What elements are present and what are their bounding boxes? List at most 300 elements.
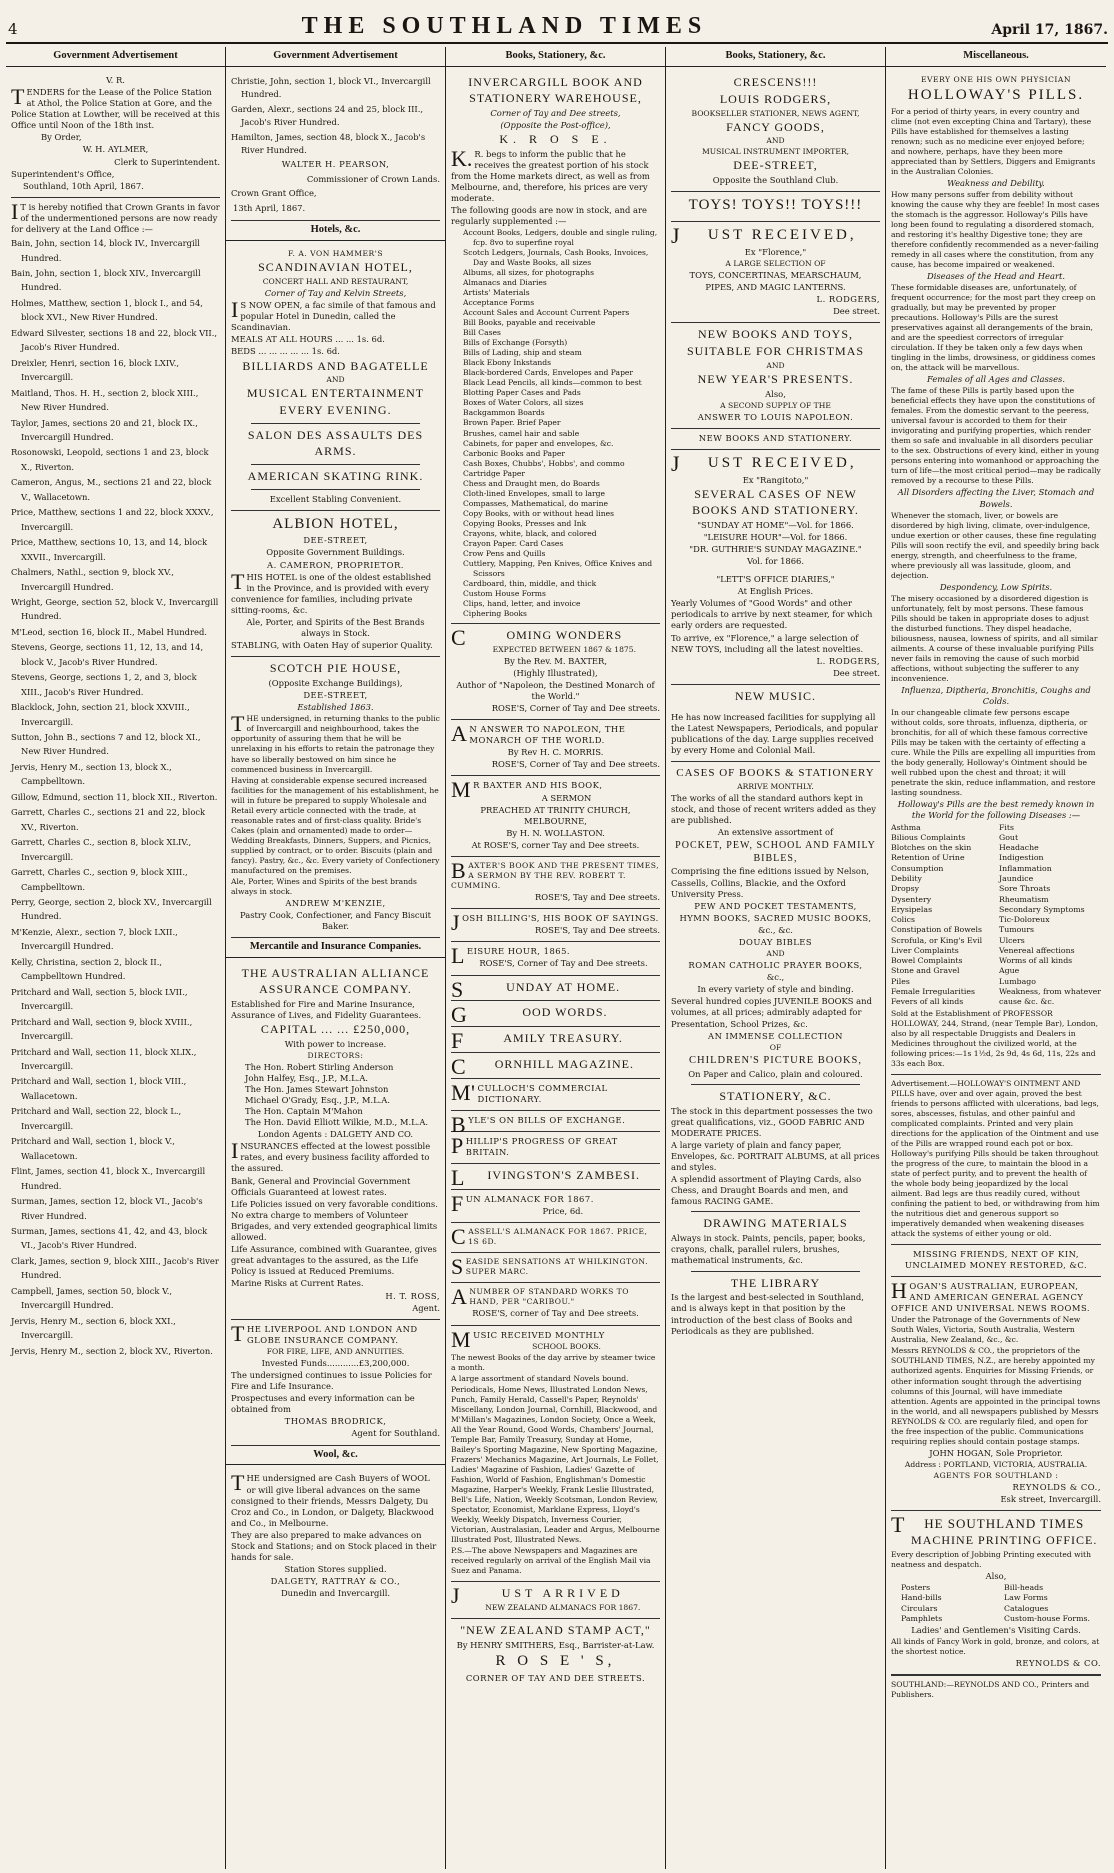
signer-role: Pastry Cook, Confectioner, and Fancy Biscuit Baker. — [239, 909, 432, 931]
baxters-present-times-ad — [451, 857, 660, 909]
book-listing — [451, 1253, 660, 1283]
directors-list — [231, 1062, 440, 1129]
seller: ROSE'S, Tay and Dee streets. — [534, 892, 660, 903]
ad-title: NEW BOOKS AND TOYS, — [697, 327, 854, 342]
column-heading: Government Advertisement — [226, 47, 445, 67]
shop-owner: K. R O S E. — [499, 131, 612, 146]
book-listing — [451, 1164, 660, 1190]
list-item: Almanacs and Diaries — [463, 278, 547, 288]
grants-list — [11, 236, 220, 1358]
list-item: Hamilton, James, section 48, block X., Jacob's River Hundred. — [231, 131, 426, 156]
holloway-ointment-ad — [891, 1075, 1101, 1245]
list-item: Surman, James, sections 41, 42, and 43, block VI., Jacob's River Hundred. — [11, 1225, 208, 1251]
cases: SEVERAL CASES OF NEW BOOKS AND STATIONERY. — [692, 487, 859, 517]
office-date: 13th April, 1867. — [233, 202, 306, 213]
toys-ad — [671, 192, 880, 222]
seller: ROSE'S, Corner of Tay and Dee streets. — [479, 958, 648, 969]
printing-items-right — [1004, 1583, 1101, 1624]
subhead: Females of all Ages and Classes. — [927, 374, 1065, 385]
column-heading: Government Advertisement — [6, 47, 225, 67]
crown-grants-ad — [11, 198, 220, 1363]
notice-text: IT is hereby notified that Crown Grants in favor of the undermentioned persons are now ready for delivery at the Land Office :— — [11, 198, 220, 234]
extensive: An extensive assortment of — [717, 826, 834, 837]
and-text: AND — [766, 361, 785, 371]
answer-napoleon: ANSWER TO LOUIS NAPOLEON. — [697, 412, 854, 422]
list-item: Taylor, James, sections 20 and 21, block IX., Invercargill Hundred. — [11, 417, 198, 442]
seller: ROSE'S, Corner of Tay and Dee streets. — [491, 703, 660, 714]
list-item: Pritchard and Wall, section 9, block XVIII., Invercargill. — [11, 1016, 193, 1042]
list-item: Piles — [891, 976, 910, 986]
subhead: Influenza, Diptheria, Bronchitis, Coughs and Colds. — [901, 685, 1091, 707]
list-item: Dropsy — [891, 884, 920, 894]
list-item: Scotch Ledgers, Journals, Cash Books, Invoices, Day and Waste Books, all sizes — [463, 248, 649, 268]
signer: THOMAS BRODRICK, — [284, 1416, 387, 1427]
text: The newest Books of the day arrive by steamer twice a month. — [451, 1352, 656, 1372]
list-item: Pritchard and Wall, section 11, block XLIX., Invercargill. — [11, 1046, 197, 1071]
just-arrived-ad — [451, 1582, 660, 1619]
stationery-text-2: A large variety of plain and fancy paper, Envelopes, &c. PORTRAIT ALBUMS, at all prices and styles. — [671, 1139, 880, 1173]
list-item: Custom House Forms — [463, 588, 546, 598]
library-text: Is the largest and best-selected in Southland, and is always kept in that position by the introduction of the best class of Books and Periodicals as they are published. — [671, 1292, 864, 1336]
issue-date: April 17, 1867. — [991, 22, 1108, 38]
postscript: P.S.—The above Newspapers and Magazines are received regularly on arrival of the English Mail via Suez and Panama. — [451, 1545, 651, 1575]
book-title: LIVINGSTON'S ZAMBESI. — [451, 1165, 641, 1191]
printing-items-left — [901, 1583, 998, 1624]
company-capital: CAPITAL ... ... £250,000, — [260, 1021, 411, 1036]
fancy-work: All kinds of Fancy Work in gold, bronze, and colors, at the shortest notice. — [891, 1637, 1100, 1657]
list-item: Gout — [999, 832, 1019, 842]
crescens: CRESCENS!!! — [733, 74, 818, 89]
text: In our changeable climate few persons escape without colds, sore throats, influenza, diptheria, or bronchitis, for all of which these famous corrective Pills may be taken with the certainty of effecting a cure. While the Pills are expelling all impurities from the body generally, Holloway's Ointment should be well rubbed upon the chest and throat; it will penetrate the skin, reduce inflammation, and restore lasting soundness. — [891, 708, 1096, 798]
visiting-cards: Ladies' and Gentlemen's Visiting Cards. — [911, 1625, 1081, 1636]
office-date: Southland, 10th April, 1867. — [23, 180, 144, 191]
billiards: BILLIARDS AND BAGATELLE — [242, 358, 429, 373]
address: Address : PORTLAND, VICTORIA, AUSTRALIA. — [904, 1459, 1088, 1469]
signer: DALGETY, RATTRAY & CO., — [270, 1576, 401, 1587]
list-item: Jervis, Henry M., section 6, block XXI., Invercargill. — [11, 1315, 176, 1341]
list-item: Jervis, Henry M., section 13, block X., Campbelltown. — [11, 761, 172, 787]
list-item: Bill-heads — [1004, 1583, 1044, 1593]
list-item: Dysentery — [891, 894, 932, 904]
book-sermon: A SERMON — [541, 792, 592, 803]
list-item: Erysipelas — [891, 904, 933, 914]
list-item: Crow Pens and Quills — [463, 548, 546, 558]
list-item: Bowel Complaints — [891, 956, 963, 966]
shop-opposite: (Opposite the Post-office), — [500, 119, 611, 130]
seller: ROSE'S, corner of Tay and Dee streets. — [472, 1308, 639, 1319]
list-item: Bilious Complaints — [891, 832, 966, 842]
list-item: Circulars — [901, 1603, 938, 1613]
stationery-text-3: A splendid assortment of Playing Cards, also Chess, and Draught Boards and men, and famous RACING GAME. — [671, 1174, 862, 1207]
list-item: Worms of all kinds — [999, 956, 1073, 966]
book-author: By HENRY SMITHERS, Esq., Barrister-at-Law. — [456, 1639, 655, 1650]
arrive-monthly: ARRIVE MONTHLY. — [737, 781, 814, 791]
company-established: Established for Fire and Marine Insurance, Assurance of Lives, and Fidelity Guarantees. — [231, 998, 422, 1020]
albion-hotel-ad — [231, 511, 440, 658]
book-title: CASSELL'S ALMANACK FOR 1867. PRICE, 1S 6D. — [451, 1224, 648, 1250]
company-text-3: Life Policies issued on very favorable conditions. No extra charge to members of Volunteer Brigades, and very extended geographical limits allowed. — [231, 1198, 438, 1243]
office: Crown Grant Office, — [231, 188, 317, 199]
signer: L. RODGERS, — [816, 294, 880, 305]
bibles: POCKET, PEW, SCHOOL AND FAMILY BIBLES, — [675, 840, 876, 865]
list-item: The Hon. Captain M'Mahon — [245, 1106, 363, 1117]
rose-warehouse-ad — [451, 71, 660, 624]
text: Every description of Jobbing Printing executed with neatness and despatch. — [891, 1549, 1091, 1569]
list-item: Headache — [999, 843, 1039, 853]
book-title: PHILLIP'S PROGRESS OF GREAT BRITAIN. — [451, 1133, 618, 1159]
company-funds: Invested Funds............£3,200,000. — [261, 1357, 410, 1368]
subhead: Weakness and Debility. — [947, 177, 1045, 188]
second-supply: A SECOND SUPPLY OF THE — [720, 400, 831, 410]
crown-mark: V. R. — [106, 74, 125, 85]
signer: WALTER H. PEARSON, — [281, 159, 390, 170]
book-listing — [451, 1001, 660, 1027]
leisure-hour-ad — [451, 942, 660, 975]
physician: EVERY ONE HIS OWN PHYSICIAN — [920, 74, 1072, 84]
shop-following: The following goods are now in stock, and are regularly supplemented :— — [451, 205, 647, 227]
seller-address: CORNER OF TAY AND DEE STREETS. — [465, 1672, 646, 1683]
list-item: Asthma — [891, 822, 921, 832]
column-3 — [446, 47, 666, 1869]
list-item: Tumours — [999, 925, 1035, 935]
book-listing — [451, 976, 660, 1002]
new-books-stationery-ad — [671, 429, 880, 450]
signer: W. H. AYLMER, — [82, 144, 149, 155]
signer-role: Clerk to Superintendent. — [114, 156, 220, 167]
list-item: Acceptance Forms — [463, 298, 535, 308]
list-item: Flint, James, section 41, block X., Invercargill Hundred. — [11, 1166, 206, 1191]
every-evening: EVERY EVENING. — [279, 403, 392, 418]
ad-title: CASES OF BOOKS & STATIONERY — [676, 767, 875, 780]
list-item: Garden, Alexr., sections 24 and 25, block III., Jacob's River Hundred. — [231, 103, 424, 128]
book-title: FAMILY TREASURY. — [451, 1028, 623, 1054]
column-heading: Books, Stationery, &c. — [666, 47, 885, 67]
list-item: Cabinets, for paper and envelopes, &c. — [463, 438, 614, 448]
shop-opposite: Opposite the Southland Club. — [712, 175, 839, 186]
shop-owner: LOUIS RODGERS, — [719, 91, 832, 106]
book-listing — [451, 1132, 660, 1164]
list-item: Account Books, Ledgers, double and single ruling, fcp. 8vo to superfine royal — [463, 228, 658, 248]
book-listing — [451, 1223, 660, 1253]
list-item: Sutton, John B., sections 7 and 12, block XI., New River Hundred. — [11, 732, 201, 757]
shop-corner: Corner of Tay and Dee streets, — [490, 107, 621, 118]
book-title: AN ANSWER TO NAPOLEON, THE MONARCH OF THE WORLD. — [451, 721, 626, 747]
list-item: Posters — [901, 1583, 931, 1593]
also: Also, — [765, 388, 786, 399]
list-item: Tic-Doloreux — [999, 915, 1050, 925]
newspaper-title: THE SOUTHLAND TIMES — [301, 13, 708, 39]
musical-importer: MUSICAL INSTRUMENT IMPORTER, — [701, 147, 850, 157]
book-title: FUN ALMANACK FOR 1867. — [451, 1191, 594, 1217]
toys-banner: TOYS! TOYS!! TOYS!!! — [688, 197, 863, 214]
music-monthly-ad — [451, 1326, 660, 1582]
etc-2: &c., — [766, 972, 785, 983]
shop-ale: Ale, Porter, Wines and Spirits of the best brands always in stock. — [231, 876, 417, 896]
printing-office-ad — [891, 1511, 1101, 1675]
book-author: By Rev H. C. MORRIS. — [507, 747, 604, 758]
list-item: Liver Complaints — [891, 945, 959, 955]
stamp-act-ad — [451, 1619, 660, 1689]
hotel-subtitle: CONCERT HALL AND RESTAURANT, — [262, 276, 409, 286]
list-item: Gillow, Edmund, section 11, block XII., Riverton. — [11, 791, 218, 802]
hotel-street: DEE-STREET, — [303, 535, 368, 546]
signer-role: Dunedin and Invercargill. — [280, 1588, 391, 1599]
company-text: The undersigned continues to issue Policies for Fire and Life Insurance. — [231, 1370, 432, 1392]
columns — [6, 47, 1108, 1869]
list-item: Consumption — [891, 863, 944, 873]
paper-calico: On Paper and Calico, plain and coloured. — [688, 1068, 863, 1079]
list-item: Cash Boxes, Chubbs', Hobbs', and commo — [463, 458, 625, 468]
shop-name: INVERCARGILL BOOK AND STATIONERY WAREHOUSE, — [468, 74, 643, 105]
list-item: Jaundice — [999, 873, 1034, 883]
list-item: Crayons, white, black, and colored — [463, 528, 597, 538]
list-item: Scrofula, or King's Evil — [891, 935, 983, 945]
list-item: Rheumatism — [999, 894, 1049, 904]
list-item: Ague — [999, 966, 1020, 976]
list-item: Bills of Exchange (Forsyth) — [463, 338, 568, 348]
column-4 — [666, 47, 886, 1869]
list-item: Michael O'Grady, Esq., J.P., M.L.A. — [245, 1094, 391, 1105]
signer-role: Agent for Southland. — [351, 1428, 440, 1439]
new-books-toys-ad — [671, 323, 880, 429]
subhead: Holloway's Pills are the best remedy known in the World for the following Diseases :— — [897, 799, 1095, 821]
seller: ROSE'S, Corner of Tay and Dee streets. — [491, 759, 660, 770]
of-text: OF — [769, 1042, 782, 1052]
hymn-books: HYMN BOOKS, SACRED MUSIC BOOKS, — [679, 912, 872, 923]
book-title: LEISURE HOUR, 1865. — [451, 943, 571, 969]
list-item: Bain, John, section 1, block XIV., Invercargill Hundred. — [11, 267, 201, 293]
list-item: The Hon. James Stewart Johnston — [245, 1083, 389, 1094]
list-item: Bills of Lading, ship and steam — [463, 348, 582, 358]
list-item: Copy Books, with or without head lines — [463, 508, 615, 518]
subhead: Diseases of the Head and Heart. — [926, 271, 1065, 281]
book-subtitle: EXPECTED BETWEEN 1867 & 1875. — [492, 644, 636, 654]
hotel-name: SCANDINAVIAN HOTEL, — [258, 260, 413, 275]
scotch-pie-house-ad — [231, 657, 440, 938]
list-item: Inflammation — [999, 863, 1052, 873]
text: Yearly Volumes of "Good Words" and other periodicals to arrive by next steamer, for which early orders are requested. — [671, 598, 873, 631]
list-item: M'Leod, section 16, block II., Mabel Hundred. — [11, 626, 207, 637]
list-item: "DR. GUTHRIE'S SUNDAY MAGAZINE." — [689, 543, 862, 554]
list-item: Crayon Paper. Card Cases — [463, 538, 564, 548]
signer-street: Dee street. — [833, 667, 880, 678]
list-item: Garrett, Charles C., section 8, block XLIV., Invercargill. — [11, 837, 192, 862]
list-item: Bill Books, payable and receivable — [463, 318, 596, 328]
meals-price: MEALS AT ALL HOURS ... ... 1s. 6d. — [231, 334, 385, 345]
text: Advertisement.—HOLLOWAY'S OINTMENT AND PILLS have, over and over again, proved the best friends to persons afflicted with ulcerations, bad legs, sores, abscesses, fistulas, and other painful and complicated complaints. Printed and very plain directions for the application of the Ointment and use of the Pills are wrapped round each pot or box. Holloway's purifying Pills should be taken throughout the progress of the cure, to maintain the blood in a state of perfect purity, and to prevent the health of the whole body being jeopardized by the local ailment. Bad legs are thus readily cured, without confining the patient to bed, or withdrawing from him the nutritious diet and generous support so imperatively demanded when weakening diseases attack the systems of either young or old. — [891, 1078, 1100, 1238]
book-title: "NEW ZEALAND STAMP ACT," — [460, 1622, 651, 1637]
signer-role: Agent. — [412, 1302, 440, 1313]
list-item: Cameron, Angus, M., sections 21 and 22, block V., Wallacetown. — [11, 477, 212, 502]
list-item: Wright, George, section 52, block V., Invercargill Hundred. — [11, 596, 219, 622]
list-item: Stevens, George, sections 11, 12, 13, and 14, block V., Jacob's River Hundred. — [11, 642, 204, 667]
list-item: Secondary Symptoms — [999, 904, 1085, 914]
text: Whenever the stomach, liver, or bowels are disordered by high living, climate, over-indulgence, undue exertion or other causes, these fine regulating Pills will soon rectify the evil, and speedily bring back energy, strength, and cheerfulness to the frame, where previously all was lassitude, gloom, and dejection. — [891, 510, 1100, 580]
list-item: Weakness, from whatever cause &c. &c. — [999, 987, 1101, 1007]
book-preached: PREACHED AT TRINITY CHURCH, MELBOURNE, — [480, 804, 631, 826]
coming-wonders-ad — [451, 624, 660, 720]
list-item: Price, Matthew, sections 10, 13, and 14, block XXVII., Invercargill. — [11, 537, 208, 562]
list-item: Cuttlery, Mapping, Pen Knives, Office Knives and Scissors — [463, 558, 653, 578]
hotel-ale: Ale, Porter, and Spirits of the Best Brands always in Stock. — [246, 617, 425, 639]
list-item: Christie, John, section 1, block VI., Invercargill Hundred. — [231, 75, 431, 100]
wool-text: THE undersigned are Cash Buyers of WOOL or will give liberal advances on the same consigned to their friends, Messrs Dalgety, Du Croz and Co., in London, or Dalgety, Blackwood and Co., in Melbourne. — [231, 1470, 435, 1528]
company-text-5: Marine Risks at Current Rates. — [231, 1278, 364, 1289]
book-listing — [451, 1027, 660, 1053]
text: These formidable diseases are, unfortunately, of frequent occurrence; for the most part they creep on gradually, but may be prevented by proper precautions. Holloway's Pills are the surest preservatives against all derangements of the brain, and are the speediest correctors of irregular circulation. If they be taken only a few days when tingling in the limbs, drowsiness, or giddiness comes on, the attack will be marvellous. — [891, 283, 1096, 373]
list-item: Artists' Materials — [463, 288, 530, 298]
book-title: SUNDAY AT HOME. — [451, 976, 621, 1002]
ad-subtitle: MACHINE PRINTING OFFICE. — [911, 1533, 1098, 1548]
column-2 — [226, 47, 446, 1869]
agents: London Agents : DALGETY AND CO. — [257, 1129, 414, 1140]
etc: &c., &c. — [758, 924, 793, 935]
list-item: Cartridge Paper — [463, 468, 525, 478]
list-item: Custom-house Forms. — [1004, 1613, 1090, 1623]
text-2: A large assortment of standard Novels bound. — [451, 1373, 629, 1383]
book-subtitle: NEW ZEALAND ALMANACS FOR 1867. — [485, 1602, 641, 1612]
ad-title: JUST RECEIVED, — [671, 223, 857, 249]
australian-alliance-ad — [231, 962, 440, 1320]
list-item: "LEISURE HOUR"—Vol. for 1866. — [703, 531, 848, 542]
book-price: Price, 6d. — [542, 1206, 584, 1217]
list-item: Ulcers — [999, 935, 1025, 945]
list-item: Ciphering Books — [463, 608, 527, 618]
list-item: Venereal affections — [999, 945, 1075, 955]
list-item: Dreixler, Henri, section 16, block LXIV., Invercargill. — [11, 357, 180, 383]
list-item: Fits — [999, 822, 1015, 832]
list-item: Account Sales and Account Current Papers — [463, 308, 630, 318]
list-item: Cardboard, thin, middle, and thick — [463, 578, 597, 588]
list-item: Boxes of Water Colors, all sizes — [463, 398, 584, 408]
list-item: Clark, James, section 9, block XIII., Jacob's River Hundred. — [11, 1255, 219, 1281]
ad-title: NEW BOOKS AND STATIONERY. — [698, 433, 853, 444]
column-heading: Miscellaneous. — [886, 47, 1106, 67]
shop-role: BOOKSELLER STATIONER, NEWS AGENT, — [691, 108, 860, 118]
list-item: Law Forms — [1004, 1593, 1048, 1603]
library-title: THE LIBRARY — [730, 1275, 821, 1290]
ad-title: JUST RECEIVED, — [671, 451, 857, 477]
proprietor: F. A. VON HAMMER'S — [287, 249, 384, 259]
cases-books-ad — [671, 762, 880, 1342]
list-item: Compasses, Mathematical, do marine — [463, 498, 608, 508]
list-item: M'Kenzie, Alexr., section 7, block LXII., Invercargill Hundred. — [11, 926, 178, 952]
drawing-text: Always in stock. Paints, pencils, paper, books, crayons, chalk, parallel rulers, brushes, mathematical instruments, &c. — [671, 1233, 866, 1266]
book-title: JUST ARRIVED — [451, 1583, 624, 1608]
book-listing — [451, 1079, 660, 1111]
list-item: Surman, James, section 12, block VI., Jacob's River Hundred. — [11, 1196, 203, 1221]
ship: Ex "Rangitoto," — [742, 474, 809, 485]
english-prices: At English Prices. — [737, 586, 814, 597]
list-item: The Hon. Robert Stirling Anderson — [245, 1061, 394, 1072]
text: For a period of thirty years, in every country and clime (not even excepting China and Tartary), these Pills have established for themselves a lasting renown; such as no medicine ever enjoyed before; and nowhere, perhaps, have they been more appreciated than by Settlers, Diggers and Emigrants in the Australian Colonies. — [891, 106, 1096, 176]
sold-at: Sold at the Establishment of PROFESSOR HOLLOWAY, 244, Strand, (near Temple Bar), London, also by all respectable Druggists and Dealers in Medicines throughout the civilized world, at the following prices:—1s 1½d, 2s 9d, 4s 6d, 11s, 22s and 33s each Box. — [891, 1008, 1098, 1068]
list-item: Blotting Paper Cases and Pads — [463, 388, 581, 398]
book-author-note: Author of "Napoleon, the Destined Monarch of the World." — [456, 679, 655, 701]
text-2: Comprising the fine editions issued by Nelson, Cassells, Collins, Blackie, and the Oxford University Press. — [671, 866, 870, 899]
scandinavian-hotel-ad — [231, 245, 440, 511]
book-listing — [451, 1053, 660, 1079]
book-title: CORNHILL MAGAZINE. — [451, 1054, 634, 1080]
ad-title: HOGAN'S AUSTRALIAN, EUROPEAN, AND AMERICAN GENERAL AGENCY OFFICE AND UNIVERSAL NEWS ROOMS. — [891, 1278, 1091, 1314]
fun-almanack-ad — [451, 1190, 660, 1223]
items-2: PIPES, AND MAGIC LANTERNS. — [705, 282, 846, 293]
list-item: Female Irregularities — [891, 987, 975, 997]
printer-name: REYNOLDS & CO. — [1015, 1658, 1101, 1669]
seller-name: R O S E ' S, — [495, 1652, 616, 1669]
picture-books: CHILDREN'S PICTURE BOOKS, — [688, 1054, 863, 1066]
text: How many persons suffer from debility without knowing the cause why they are feeble! In most cases the stomach is the aggressor. Holloway's Pills have long been found to regulating a disordered stomach, and restoring it's healthy Digestive tone; they are therefore confidently recommended as a never-failing remedy in all cases where the constitution, from any cause, has become impaired or weakened. — [891, 189, 1100, 269]
rc-prayer-books: ROMAN CATHOLIC PRAYER BOOKS, — [688, 960, 863, 971]
ad-title: HOLLOWAY'S PILLS. — [907, 86, 1085, 103]
list-item: Sore Throats — [999, 884, 1051, 894]
seller: ROSE'S, Tay and Dee streets. — [534, 925, 660, 936]
list-item: Blotches on the skin — [891, 843, 972, 853]
collection-title: AN IMMENSE COLLECTION — [708, 1030, 843, 1041]
baxter-book-ad — [451, 776, 660, 857]
list-item: The Hon. David Elliott Wilkie, M.D., M.L.A. — [245, 1117, 429, 1128]
missing-friends-ad — [891, 1245, 1101, 1277]
list-item: Bill Cases — [463, 328, 501, 338]
goods-list — [451, 228, 660, 619]
list-item: Pritchard and Wall, section 5, block LVII., Invercargill. — [11, 986, 188, 1012]
book-title: ANUMBER OF STANDARD WORKS TO HAND, PER "CARIBOU." — [451, 1284, 629, 1310]
list-item: Garrett, Charles C., sections 21 and 22, block XV., Riverton. — [11, 807, 206, 832]
signer: ANDREW M'KENZIE, — [285, 897, 386, 908]
book-title: MR BAXTER AND HIS BOOK, — [451, 777, 603, 803]
school-books: SCHOOL BOOKS. — [532, 1341, 601, 1351]
diseases-table — [891, 823, 1101, 1008]
list-item: Stone and Gravel — [891, 966, 960, 976]
list-item: Edward Silvester, sections 18 and 22, block VII., Jacob's River Hundred. — [11, 327, 218, 353]
text: The works of all the standard authors kept in stock, and those of recent writers added as they are published. — [671, 792, 876, 825]
list-item: Pritchard and Wall, section 1, block VIII., Wallacetown. — [11, 1076, 187, 1101]
list-item: Perry, George, section 2, block XV., Invercargill Hundred. — [11, 897, 212, 922]
salon: SALON DES ASSAULTS DES ARMS. — [247, 428, 424, 458]
book-title: SEASIDE SENSATIONS AT WHILKINGTON. SUPER MARC. — [451, 1254, 648, 1280]
book-listing — [451, 1111, 660, 1138]
list-item: Black Lead Pencils, all kinds—common to best — [463, 378, 642, 388]
music-entertainment: MUSICAL ENTERTAINMENT — [246, 386, 425, 401]
list-item: Blacklock, John, section 21, block XXVIII., Invercargill. — [11, 702, 190, 727]
agent-address: Esk street, Invercargill. — [1000, 1493, 1101, 1504]
list-item: Chess and Draught men, do Boards — [463, 478, 600, 488]
list-item: Colics — [891, 915, 916, 925]
list-item: Indigestion — [999, 853, 1044, 863]
column-1 — [6, 47, 226, 1869]
company-text-4: Life Assurance, combined with Guarantee, gives great advantages to the assured, as the Life Policy is issued at Reduced Premiums. — [231, 1244, 437, 1277]
book-author: By H. N. WOLLASTON. — [506, 827, 605, 838]
hotel-opposite: Opposite Government Buildings. — [266, 547, 405, 558]
hotel-name: ALBION HOTEL, — [272, 515, 399, 532]
rodgers-ad — [671, 71, 880, 192]
section-heading: Mercantile and Insurance Companies. — [226, 938, 445, 958]
list-item: "SUNDAY AT HOME"—Vol. for 1866. — [697, 519, 854, 530]
ship: Ex "Florence," — [744, 246, 807, 257]
list-item: Clips, hand, letter, and invoice — [463, 598, 581, 608]
by-order: By Order, — [41, 132, 82, 143]
list-item: Garrett, Charles C., section 9, block XIII., Campbelltown. — [11, 867, 188, 892]
douay-bibles: DOUAY BIBLES — [738, 937, 813, 947]
agents: AGENTS FOR SOUTHLAND : — [933, 1470, 1059, 1480]
list-item: Lumbago — [999, 976, 1036, 986]
signer: H. T. ROSS, — [385, 1290, 440, 1301]
company-text-2: Prospectuses and every information can be obtained from — [231, 1393, 415, 1415]
fancy-goods: FANCY GOODS, — [726, 119, 825, 134]
shop-name: SCOTCH PIE HOUSE, — [269, 661, 402, 676]
diseases-left — [891, 823, 993, 1008]
book-title: BAXTER'S BOOK AND THE PRESENT TIMES, A SERMON BY THE REV. ROBERT T. CUMMING. — [451, 858, 660, 891]
